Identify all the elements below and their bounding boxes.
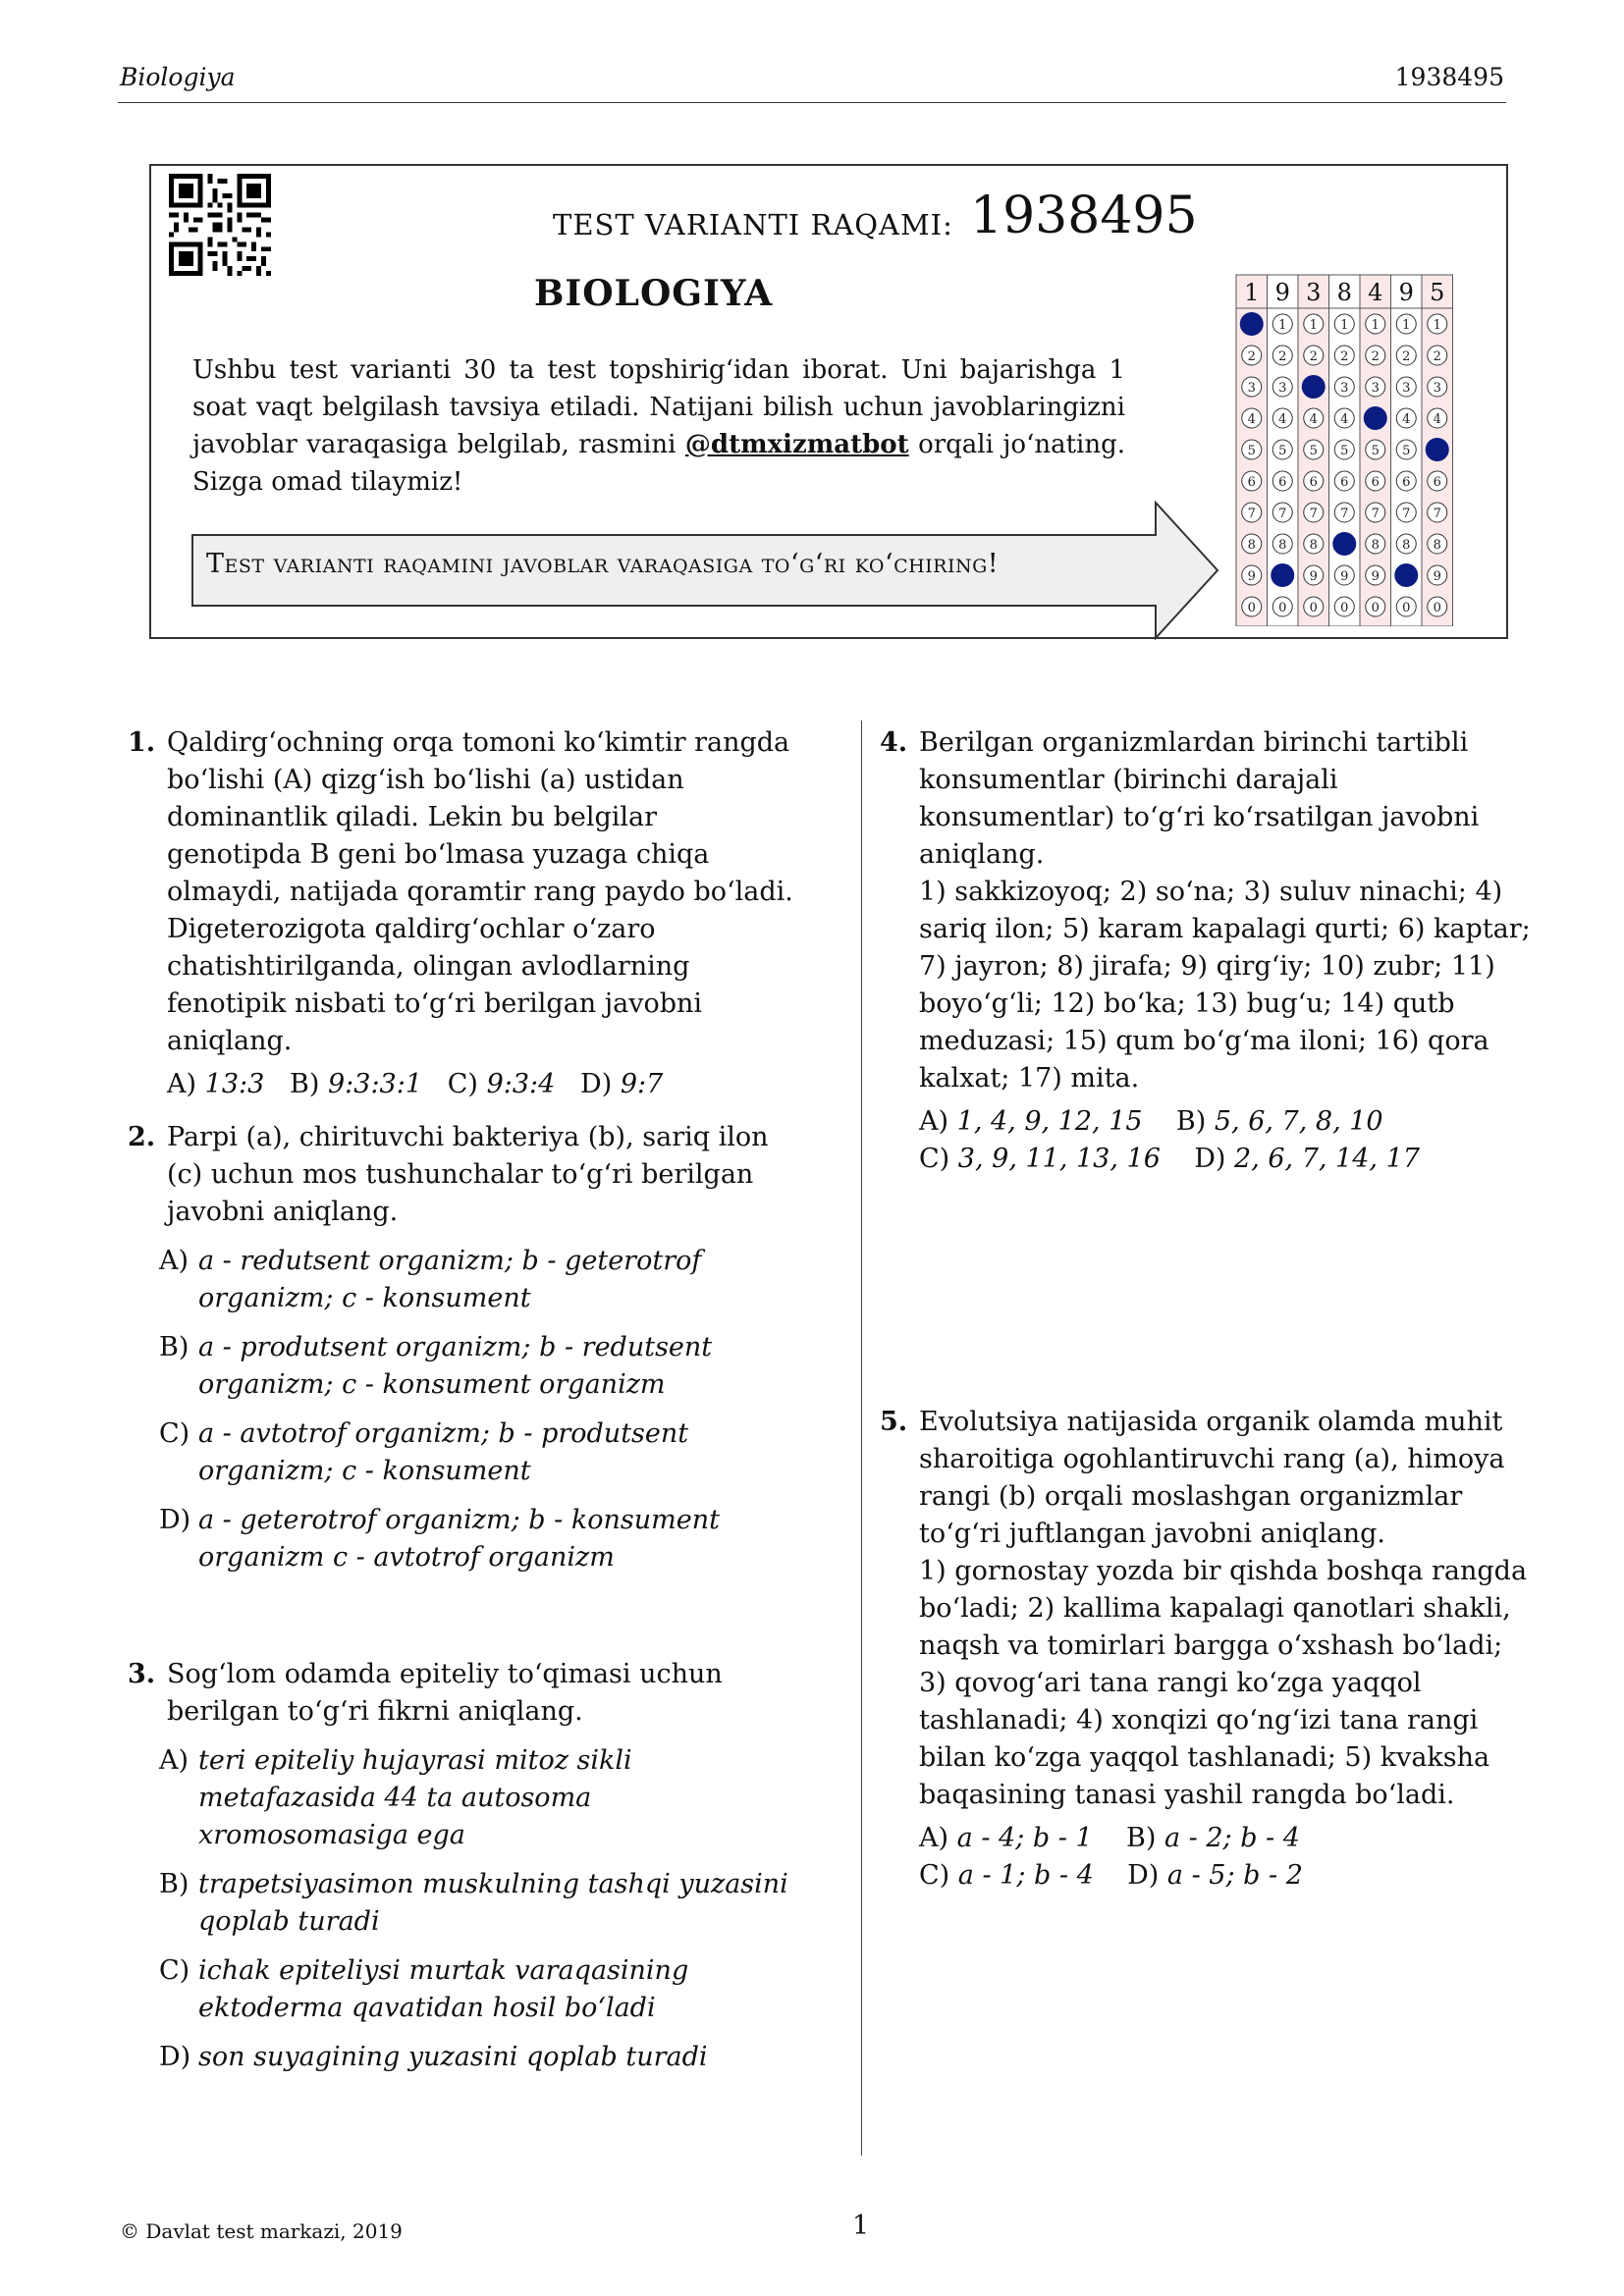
option-c[interactable]: 9:3:4: [486, 1069, 556, 1099]
question-1: [128, 724, 795, 1103]
bubble-label: 2: [1278, 349, 1287, 364]
qr-code-icon: [169, 174, 271, 276]
question-text: Parpi (a), chirituvchi bakteriya (b), sariq ilon (c) uchun mos tushunchalar to‘g‘ri berilgan javobni aniqlang.: [167, 1122, 769, 1227]
option-b[interactable]: 9:3:3:1: [328, 1069, 423, 1099]
bubble-label: 8: [1433, 538, 1441, 553]
subject-title: BIOLOGIYA: [534, 273, 774, 314]
option-b[interactable]: 5, 6, 7, 8, 10: [1214, 1106, 1383, 1137]
question-number: 2.: [128, 1122, 156, 1152]
grid-digit: 1: [1244, 279, 1260, 306]
bubble-label: 7: [1402, 507, 1411, 521]
bubble-label: 0: [1278, 601, 1287, 615]
bubble-label: 4: [1433, 412, 1441, 427]
option-d[interactable]: D) son suyagining yuzasini qoplab turadi: [159, 2042, 708, 2072]
bubble-label: 7: [1371, 507, 1380, 521]
option-a[interactable]: A) teri epiteliy hujayrasi mitoz sikli metafazasida 44 ta autosoma xromosomasiga ega: [159, 1745, 632, 1850]
bubble-label: 7: [1309, 507, 1318, 521]
bubble-label: 6: [1402, 475, 1411, 490]
bubble-label: 4: [1278, 412, 1287, 427]
footer-copyright: © Davlat test markazi, 2019: [120, 2219, 403, 2243]
filled-bubble: [1426, 438, 1449, 461]
copy-instruction-text: Test varianti raqamini javoblar varaqasiga to‘g‘ri ko‘chiring!: [206, 549, 1000, 579]
bubble-label: 0: [1309, 601, 1318, 615]
filled-bubble: [1271, 563, 1294, 587]
header-variant: 1938495: [1394, 63, 1504, 91]
grid-digit: 9: [1274, 279, 1290, 306]
column-divider: [861, 721, 862, 2156]
variant-number-label: TEST VARIANTI RAQAMI:: [553, 208, 953, 241]
variant-number: 1938495: [970, 187, 1198, 245]
bubble-label: 0: [1433, 601, 1441, 615]
answer-options: A) a - 4; b - 1 B) a - 2; b - 4 C) a - 1; b - 4 D) a - 5; b - 2: [919, 1823, 1303, 1891]
filled-bubble: [1364, 406, 1387, 430]
bubble-label: 5: [1340, 444, 1349, 458]
bubble-label: 6: [1371, 475, 1380, 490]
variant-bubble-grid: [1235, 273, 1453, 626]
bubble-label: 3: [1278, 381, 1287, 396]
bubble-label: 4: [1340, 412, 1349, 427]
bubble-label: 9: [1247, 569, 1256, 584]
grid-digit: 3: [1306, 279, 1322, 306]
answer-options: A) 1, 4, 9, 12, 15 B) 5, 6, 7, 8, 10 C) 3, 9, 11, 13, 16 D) 2, 6, 7, 14, 17: [919, 1106, 1420, 1174]
bubble-label: 1: [1340, 318, 1349, 333]
telegram-bot-link[interactable]: @dtmxizmatbot: [684, 430, 909, 459]
option-c[interactable]: 3, 9, 11, 13, 16: [957, 1144, 1161, 1174]
bubble-label: 3: [1433, 381, 1441, 396]
option-c[interactable]: a - 1; b - 4: [957, 1860, 1094, 1891]
option-c[interactable]: C) ichak epiteliysi murtak varaqasining ektoderma qavatidan hosil bo‘ladi: [159, 1955, 689, 2023]
bubble-label: 1: [1278, 318, 1287, 333]
bubble-label: 7: [1247, 507, 1256, 521]
option-c[interactable]: C) a - avtotrof organizm; b - produtsent organizm; c - konsument: [159, 1418, 689, 1486]
bubble-label: 9: [1309, 569, 1318, 584]
filled-bubble: [1240, 312, 1264, 336]
bubble-label: 8: [1402, 538, 1411, 553]
question-number: 5.: [880, 1407, 908, 1437]
bubble-label: 2: [1309, 349, 1318, 364]
question-text: Qaldirg‘ochning orqa tomoni ko‘kimtir rangda bo‘lishi (A) qizg‘ish bo‘lishi (a) ustidan dominantlik qiladi. Lekin bu belgilar genotipda B geni bo‘lmasa yuzaga chiqa olmaydi, natijada qoramtir rang paydo bo‘ladi. Digeterozigota qaldirg‘ochlar o‘zaro chatishtirilganda, olingan avlodlarning fenotipik nisbati to‘g‘ri berilgan javobni aniqlang.: [167, 727, 793, 1056]
bubble-label: 5: [1309, 444, 1318, 458]
question-number: 3.: [128, 1659, 156, 1689]
bubble-label: 0: [1402, 601, 1411, 615]
bubble-label: 0: [1371, 601, 1380, 615]
bubble-label: 6: [1433, 475, 1441, 490]
bubble-label: 2: [1247, 349, 1256, 364]
bubble-label: 6: [1340, 475, 1349, 490]
bubble-label: 4: [1402, 412, 1411, 427]
bubble-label: 0: [1247, 601, 1256, 615]
question-text: Sog‘lom odamda epiteliy to‘qimasi uchun berilgan to‘g‘ri fikrni aniqlang.: [167, 1659, 723, 1727]
answer-options: A) 13:3 B) 9:3:3:1 C) 9:3:4 D) 9:7: [167, 1069, 664, 1099]
option-a[interactable]: 13:3: [204, 1069, 265, 1099]
bubble-label: 8: [1278, 538, 1287, 553]
bubble-label: 9: [1340, 569, 1349, 584]
grid-digit: 9: [1398, 279, 1414, 306]
bubble-label: 6: [1247, 475, 1256, 490]
intro-text: Ushbu test varianti 30 ta test topshirig‘idan iborat. Uni bajarishga 1 soat vaqt belgilash tavsiya etiladi. Natijani bilish uchun javoblaringizni javoblar varaqasiga belgilab, rasmini @dtmxizmatbot orqali jo‘nating. Sizga omad tilaymiz!: [192, 355, 1126, 497]
grid-digit: 4: [1368, 279, 1383, 306]
header-subject: Biologiya: [120, 63, 236, 91]
bubble-label: 7: [1433, 507, 1441, 521]
bubble-label: 3: [1371, 381, 1380, 396]
option-a[interactable]: A) a - redutsent organizm; b - geterotrof organizm; c - konsument: [159, 1246, 702, 1313]
bubble-label: 1: [1402, 318, 1411, 333]
question-number: 4.: [880, 727, 908, 758]
bubble-label: 8: [1309, 538, 1318, 553]
bubble-label: 5: [1402, 444, 1411, 458]
header-rule: [118, 102, 1506, 103]
bubble-label: 8: [1247, 538, 1256, 553]
bubble-label: 2: [1340, 349, 1349, 364]
option-a[interactable]: 1, 4, 9, 12, 15: [956, 1106, 1143, 1137]
bubble-label: 2: [1402, 349, 1411, 364]
grid-digit: 5: [1430, 279, 1445, 306]
option-b[interactable]: B) trapetsiyasimon muskulning tashqi yuzasini qoplab turadi: [159, 1869, 788, 1937]
filled-bubble: [1332, 532, 1356, 556]
bubble-label: 2: [1371, 349, 1380, 364]
bubble-label: 3: [1402, 381, 1411, 396]
grid-digit: 8: [1336, 279, 1352, 306]
question-text: Berilgan organizmlardan birinchi tartibli konsumentlar (birinchi darajali konsumentlar) to‘g‘ri ko‘rsatilgan javobni aniqlang.: [919, 727, 1480, 870]
statement-list: 1) gornostay yozda bir qishda boshqa rangda bo‘ladi; 2) kallima kapalagi qanotlari shakli, naqsh va tomirlari barggа o‘xshash bo‘ladi; 3) qovog‘ari tana rangi ko‘zga yaqqol tashlanadi; 4) xonqizi qo‘ng‘izi tana rangi bilan ko‘zga yaqqol tashlanadi; 5) kvaksha baqasining tanasi yashil rangda bo‘ladi.: [919, 1556, 1528, 1810]
bubble-label: 3: [1247, 381, 1256, 396]
option-b[interactable]: B) a - produtsent organizm; b - redutsent organizm; c - konsument organizm: [159, 1332, 713, 1400]
bubble-label: 6: [1309, 475, 1318, 490]
bubble-label: 0: [1340, 601, 1349, 615]
bubble-label: 4: [1309, 412, 1318, 427]
option-a[interactable]: a - 4; b - 1: [956, 1823, 1093, 1853]
option-d[interactable]: a - 5; b - 2: [1166, 1860, 1303, 1891]
option-b[interactable]: a - 2; b - 4: [1164, 1823, 1300, 1853]
page-number: 1: [852, 2211, 870, 2241]
question-number: 1.: [128, 727, 156, 758]
bubble-label: 2: [1433, 349, 1441, 364]
bubble-label: 9: [1433, 569, 1441, 584]
organism-list: 1) sakkizoyoq; 2) so‘na; 3) suluv ninachi; 4) sariq ilon; 5) karam kapalagi qurti; 6) kaptar; 7) jayron; 8) jirafa; 9) qirg‘iy; 10) zubr; 11) boyo‘g‘li; 12) bo‘ka; 13) bug‘u; 14) qutb meduzasi; 15) qum bo‘g‘ma iloni; 16) qora kalxat; 17) mita.: [919, 877, 1531, 1094]
bubble-label: 7: [1278, 507, 1287, 521]
bubble-label: 3: [1340, 381, 1349, 396]
bubble-label: 4: [1247, 412, 1256, 427]
bubble-label: 5: [1247, 444, 1256, 458]
question-2: [128, 1119, 795, 1576]
bubble-label: 5: [1278, 444, 1287, 458]
bubble-label: 6: [1278, 475, 1287, 490]
question-5: [880, 1404, 1538, 1895]
filled-bubble: [1302, 375, 1326, 399]
bubble-label: 1: [1309, 318, 1318, 333]
question-4: [880, 724, 1538, 1178]
option-d[interactable]: 9:7: [620, 1069, 664, 1099]
bubble-label: 8: [1371, 538, 1380, 553]
option-d[interactable]: D) a - geterotrof organizm; b - konsument organizm c - avtotrof organizm: [159, 1505, 720, 1573]
question-text: Evolutsiya natijasida organik olamda muhit sharoitiga ogohlantiruvchi rang (a), himoya rangi (b) orqali moslashgan organizmlar to‘g‘ri juftlangan javobni aniqlang.: [919, 1407, 1505, 1549]
bubble-label: 5: [1371, 444, 1380, 458]
filled-bubble: [1394, 563, 1418, 587]
question-3: [128, 1656, 795, 2076]
bubble-label: 1: [1371, 318, 1380, 333]
bubble-label: 1: [1433, 318, 1441, 333]
bubble-label: 7: [1340, 507, 1349, 521]
bubble-label: 9: [1371, 569, 1380, 584]
option-d[interactable]: 2, 6, 7, 14, 17: [1234, 1144, 1420, 1174]
